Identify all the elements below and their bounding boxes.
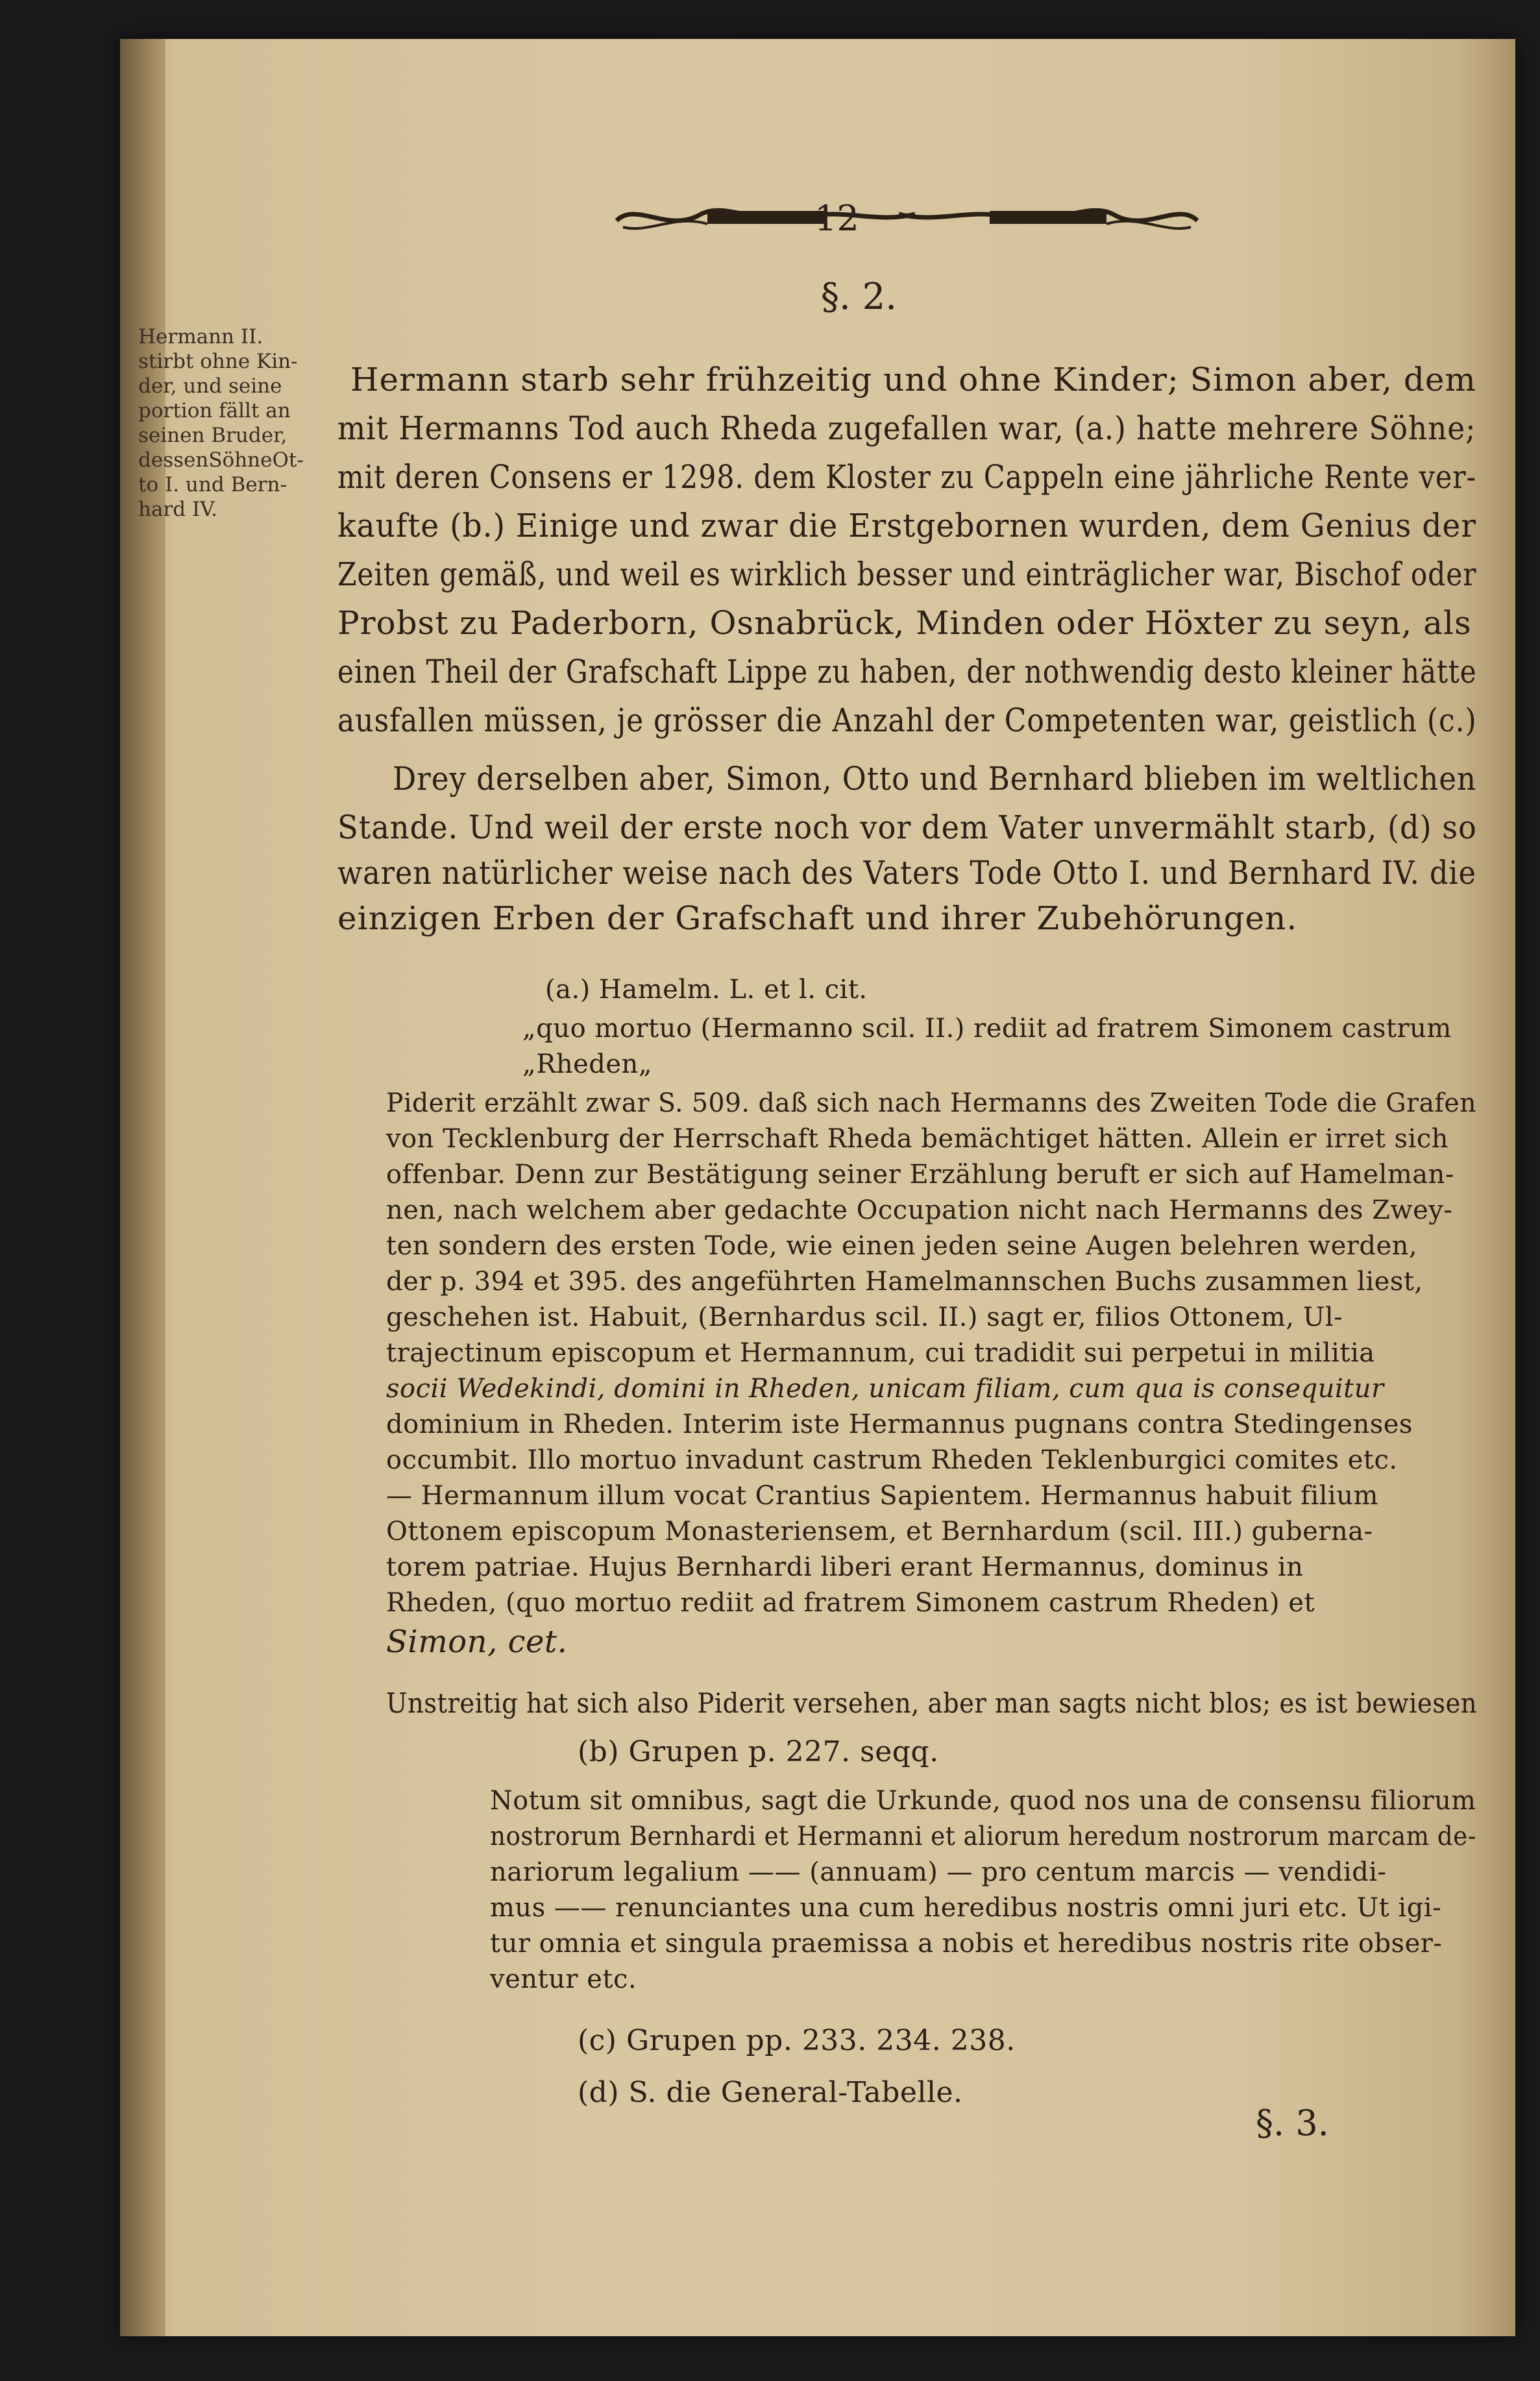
margin-line: der, und seine [138,374,282,398]
note-line: ventur etc. [490,1964,637,1994]
body-line: mit deren Consens er 1298. dem Kloster zu Cappeln eine jährliche Rente ver- [337,458,1476,496]
note-conclusion: Unstreitig hat sich also Piderit versehen, aber man sagts nicht blos; es ist bewiesen [386,1687,1478,1719]
note-line: trajectinum episcopum et Hermannum, cui tradidit sui perpetui in militia [386,1338,1375,1368]
body-line: Hermann starb sehr frühzeitig und ohne Kinder; Simon aber, dem [350,361,1476,398]
margin-line: Hermann II. [138,325,263,348]
margin-line: to I. und Bern- [138,473,287,496]
note-line: Ottonem episcopum Monasteriensem, et Bernhardum (scil. III.) guberna- [386,1517,1373,1546]
note-line: — Hermannum illum vocat Crantius Sapientem. Hermannus habuit filium [386,1481,1378,1511]
book-page [120,39,1515,2336]
quote-line: „Rheden„ [522,1049,653,1079]
note-line: Piderit erzählt zwar S. 509. daß sich nach Hermanns des Zweiten Tode die Grafen [386,1088,1477,1118]
body-line: waren natürlicher weise nach des Vaters Tode Otto I. und Bernhard IV. die [337,854,1476,892]
note-line: geschehen ist. Habuit, (Bernhardus scil. II.) sagt er, filios Ottonem, Ul- [386,1302,1343,1332]
body-line: Stande. Und weil der erste noch vor dem Vater unvermählt starb, (d) so [337,809,1477,846]
margin-line: seinen Bruder, [138,424,287,447]
footnote-c: (c) Grupen pp. 233. 234. 238. [578,2024,1016,2057]
footnote-d: (d) S. die General-Tabelle. [578,2076,963,2109]
body-line: Drey derselben aber, Simon, Otto und Bernhard blieben im weltlichen [393,760,1476,798]
catchword: §. 3. [1256,2103,1329,2143]
note-line: occumbit. Illo mortuo invadunt castrum Rheden Teklenburgici comites etc. [386,1445,1398,1475]
body-line: ausfallen müssen, je grösser die Anzahl der Competenten war, geistlich (c.) [337,702,1477,739]
quote-line: „quo mortuo (Hermanno scil. II.) rediit ad fratrem Simonem castrum [522,1014,1452,1044]
note-line: Notum sit omnibus, sagt die Urkunde, quod nos una de consensu filiorum [490,1786,1476,1816]
body-line: mit Hermanns Tod auch Rheda zugefallen war, (a.) hatte mehrere Söhne; [337,409,1476,447]
margin-line: dessenSöhneOt- [138,448,304,472]
note-line: nostrorum Bernhardi et Hermanni et aliorum heredum nostrorum marcam de- [490,1822,1476,1851]
right-ornament [892,195,1204,240]
margin-note [138,324,304,522]
footnote-b-ref: (b) Grupen p. 227. seqq. [578,1735,939,1768]
note-line: torem patriae. Hujus Bernhardi liberi erant Hermannus, dominus in [386,1552,1304,1582]
body-line: Probst zu Paderborn, Osnabrück, Minden oder Höxter zu seyn, als [337,604,1472,642]
note-line: offenbar. Denn zur Bestätigung seiner Erzählung beruft er sich auf Hamelman- [386,1160,1454,1190]
note-line: socii Wedekindi, domini in Rheden, unicam filiam, cum qua is consequitur [386,1374,1384,1404]
body-line: kaufte (b.) Einige und zwar die Erstgebornen wurden, dem Genius der [337,507,1476,544]
note-line: nen, nach welchem aber gedachte Occupation nicht nach Hermanns des Zwey- [386,1195,1453,1225]
margin-line: stirbt ohne Kin- [138,350,298,373]
margin-line: portion fällt an [138,399,291,422]
body-line: einzigen Erben der Grafschaft und ihrer Zubehörungen. [337,899,1298,937]
note-line: ten sondern des ersten Tode, wie einen jeden seine Augen belehren werden, [386,1231,1418,1261]
page-number: 12 [814,198,859,239]
note-line: dominium in Rheden. Interim iste Hermannus pugnans contra Stedingenses [386,1410,1413,1439]
note-line: mus —— renunciantes una cum heredibus nostris omni juri etc. Ut igi- [490,1893,1442,1923]
body-line: Zeiten gemäß, und weil es wirklich besser und einträglicher war, Bischof oder [337,556,1477,593]
note-line: Rheden, (quo mortuo rediit ad fratrem Simonem castrum Rheden) et [386,1588,1315,1618]
note-line: der p. 394 et 395. des angeführten Hamelmannschen Buchs zusammen liest, [386,1267,1423,1297]
body-line: einen Theil der Grafschaft Lippe zu haben, der nothwendig desto kleiner hätte [337,653,1477,690]
note-line: Simon, cet. [386,1624,568,1660]
footnote-a-ref: (a.) Hamelm. L. et l. cit. [545,975,868,1005]
note-line: von Tecklenburg der Herrschaft Rheda bemächtiget hätten. Allein er irret sich [386,1124,1449,1154]
section-heading: §. 2. [821,276,898,318]
note-line: nariorum legalium —— (annuam) — pro centum marcis — vendidi- [490,1857,1387,1887]
note-line: tur omnia et singula praemissa a nobis et heredibus nostris rite obser- [490,1929,1443,1959]
left-ornament [610,195,922,240]
margin-line: hard IV. [138,498,218,521]
